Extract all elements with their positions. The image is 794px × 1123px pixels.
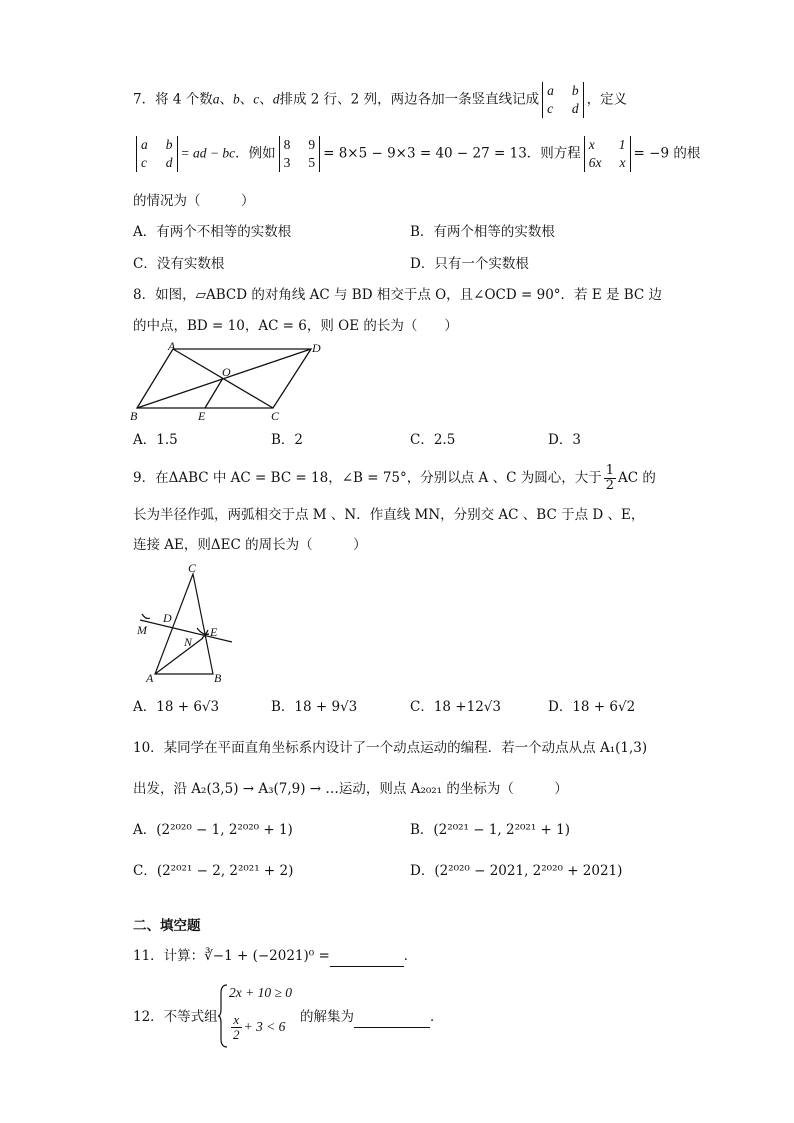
determinant-equation: x 1 6x x xyxy=(584,136,631,172)
q9-option-c: C．18 +12√3 xyxy=(410,699,501,715)
q7-option-c: C．没有实数根 xyxy=(133,256,225,272)
q10-line1: 10．某同学在平面直角坐标系内设计了一个动点运动的编程．若一个动点从点 A₁(1,3) xyxy=(133,740,648,756)
label-A: A xyxy=(168,340,176,353)
inequality-1: 2x + 10 ≥ 0 xyxy=(229,985,293,1000)
label-A: A xyxy=(146,671,154,685)
q7-option-a: A．有两个不相等的实数根 xyxy=(133,224,292,240)
label-D: D xyxy=(163,611,172,625)
inequality-system xyxy=(217,983,297,1049)
determinant-example: 8 9 3 5 xyxy=(279,136,321,172)
determinant-def: a b c d xyxy=(136,136,178,172)
label-N: N xyxy=(184,635,193,649)
determinant-abcd: a b c d xyxy=(542,82,584,118)
inequality-2: $\frac{x}{2}$ + 3 < 6 xyxy=(233,1012,286,1042)
q8-option-b: B．2 xyxy=(271,432,304,448)
q9-option-a: A．18 + 6√3 xyxy=(133,699,220,715)
q8-option-c: C．2.5 xyxy=(410,432,456,448)
q7-line1: 7．将 4 个数a、b、c、d排成 2 行、2 列，两边各加一条竖直线记成 a b c d ，定义 xyxy=(133,83,628,116)
q12-suffix: 的解集为 ． xyxy=(300,1007,444,1028)
q11-answer-blank[interactable] xyxy=(330,946,404,967)
label-B: B xyxy=(130,409,138,423)
triangle-figure xyxy=(132,560,242,688)
label-C: C xyxy=(271,409,280,423)
q8-line1: 8．如图，▱ABCD 的对角线 AC 与 BD 相交于点 O，且∠OCD = 90°．若 E 是 BC 边 xyxy=(133,287,663,303)
label-E: E xyxy=(210,625,218,639)
q7-option-b: B．有两个相等的实数根 xyxy=(410,224,555,240)
label-D: D xyxy=(312,341,321,355)
q8-option-a: A．1.5 xyxy=(133,432,178,448)
label-B: B xyxy=(214,671,222,685)
section-title: 二、填空题 xyxy=(133,918,201,934)
q8-option-d: D．3 xyxy=(548,432,581,448)
q10-option-b: B．(2²⁰²¹ − 1, 2²⁰²¹ + 1) xyxy=(410,822,570,838)
brace-icon xyxy=(217,983,229,1049)
label-O: O xyxy=(222,365,231,379)
q8-line2: 的中点，BD = 10，AC = 6，则 OE 的长为（ ） xyxy=(133,318,458,334)
q11-line: 11．计算：∛−1 + (−2021)⁰ = ． xyxy=(133,946,417,967)
label-M: M xyxy=(137,623,147,637)
q9-line2: 长为半径作弧，两弧相交于点 M 、N．作直线 MN，分别交 AC 、BC 于点 D 、E， xyxy=(133,507,645,523)
q9-option-d: D．18 + 6√2 xyxy=(548,699,636,715)
var-a: a xyxy=(212,91,220,107)
parallelogram-figure xyxy=(128,340,328,424)
q9-line1: 9．在ΔABC 中 AC = BC = 18，∠B = 75°，分别以点 A 、C 为圆心，大于 $\frac{1}{2}$ AC 的 xyxy=(133,463,656,493)
q7-line2: a b c d = ad − bc．例如 8 9 3 5 = 8×5 − 9×3 = 40 − 27 = 13．则方程 x 1 6x x = −9 的根 xyxy=(133,136,700,172)
q10-line2: 出发，沿 A₂(3,5) → A₃(7,9) → …运动，则点 A₂₀₂₁ 的坐标为（ ） xyxy=(133,781,568,797)
q9-line3: 连接 AE，则ΔEC 的周长为（ ） xyxy=(133,537,367,553)
q10-option-a: A．(2²⁰²⁰ − 1, 2²⁰²⁰ + 1) xyxy=(133,822,293,838)
q7-option-d: D．只有一个实数根 xyxy=(410,256,529,272)
q10-option-d: D．(2²⁰²⁰ − 2021, 2²⁰²⁰ + 2021) xyxy=(410,863,623,879)
fraction-one-half: $\frac{1}{2}$ xyxy=(605,463,615,493)
label-C: C xyxy=(188,561,197,575)
q7-line3: 的情况为（ ） xyxy=(133,193,255,209)
q12-prefix: 12．不等式组 xyxy=(133,1009,218,1025)
q12-answer-blank[interactable] xyxy=(354,1007,430,1028)
q9-option-b: B．18 + 9√3 xyxy=(271,699,358,715)
label-E: E xyxy=(198,409,206,423)
q10-option-c: C．(2²⁰²¹ − 2, 2²⁰²¹ + 2) xyxy=(133,863,294,879)
